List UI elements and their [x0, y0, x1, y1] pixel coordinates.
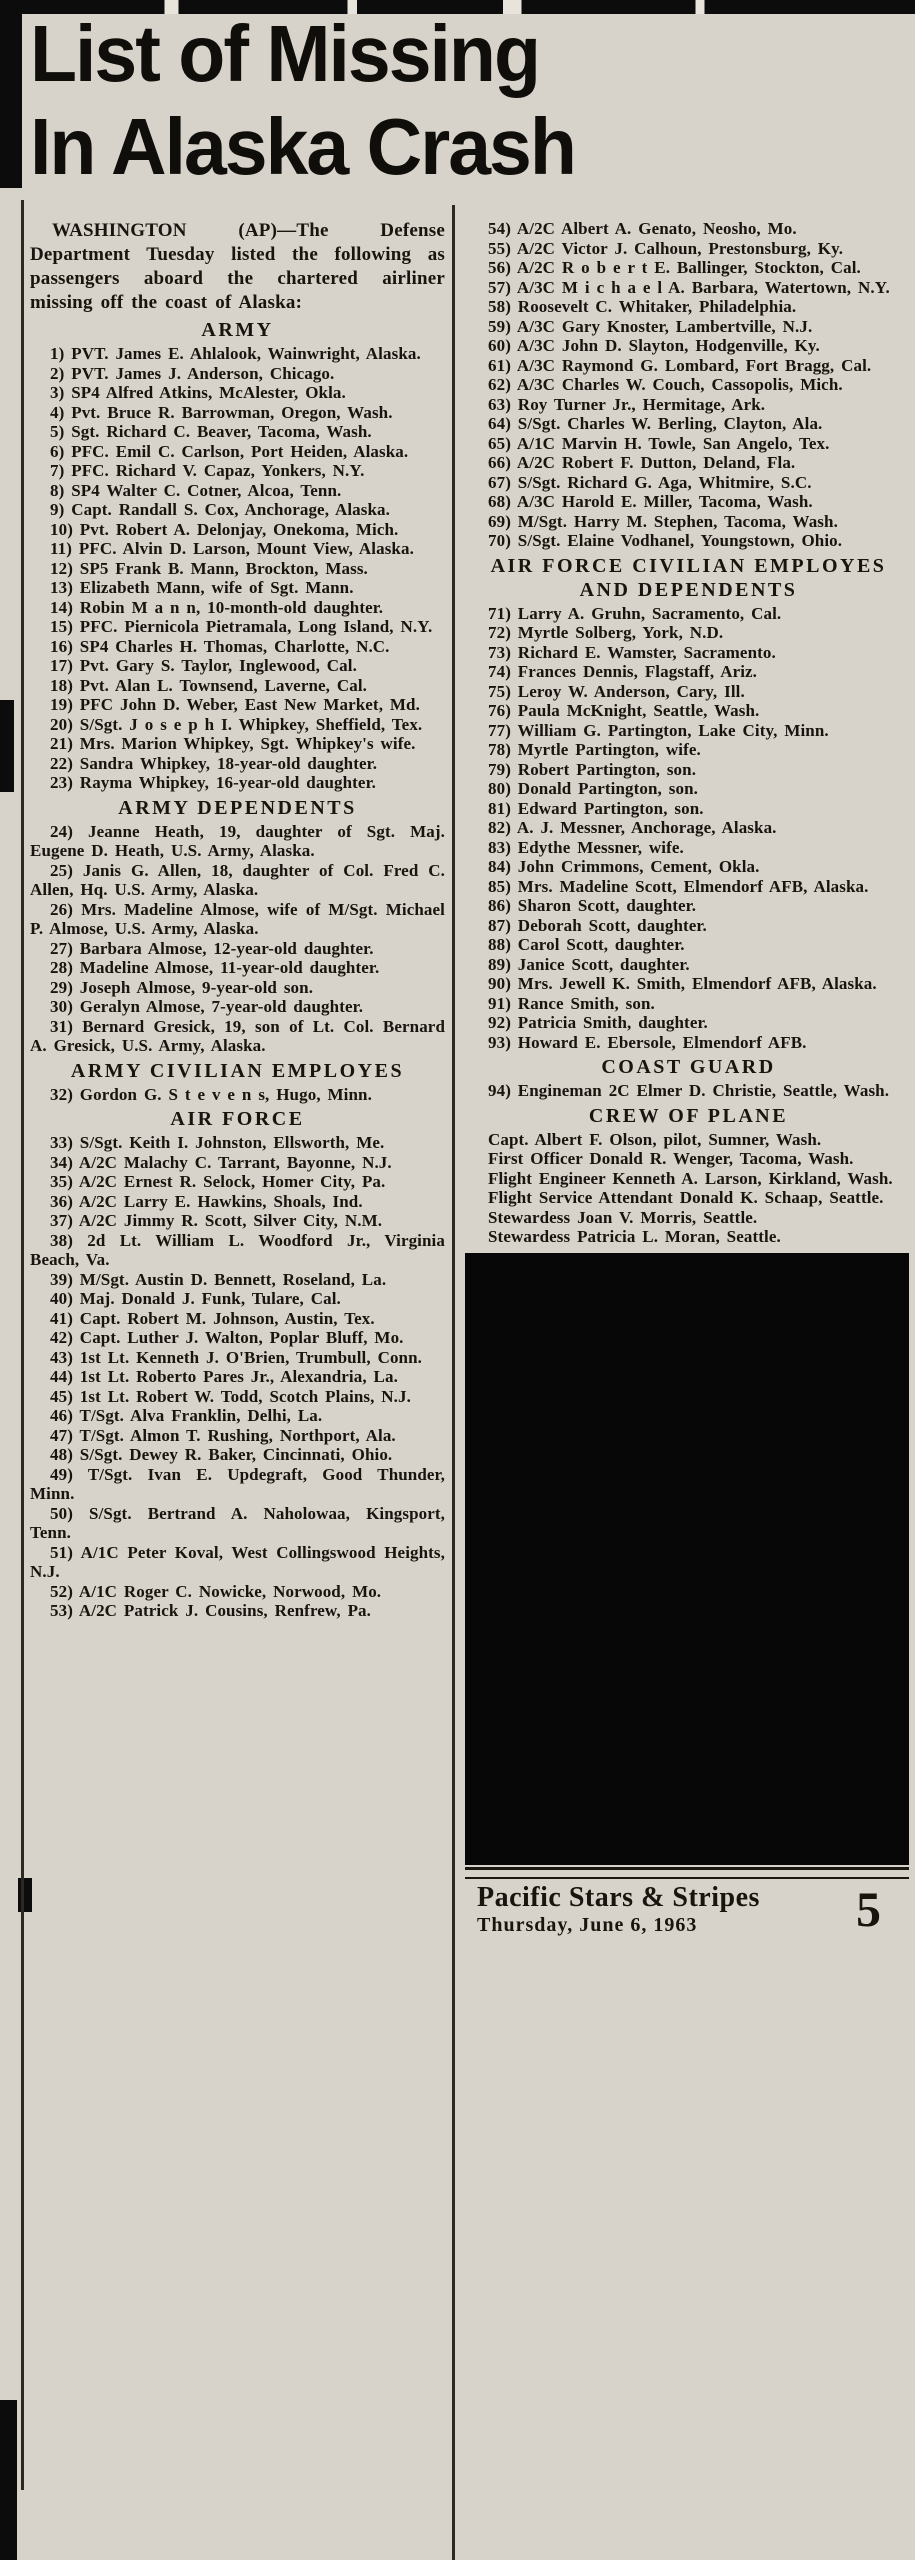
section-heading: ARMY	[201, 319, 274, 341]
list-entry: 92) Patricia Smith, daughter.	[488, 1013, 708, 1032]
list-entry: 85) Mrs. Madeline Scott, Elmendorf AFB, Alaska.	[488, 876, 869, 896]
list-entry: 49) T/Sgt. Ivan E. Updegraft, Good Thunder, Minn.	[30, 1464, 445, 1503]
list-entry: 60) A/3C John D. Slayton, Hodgenville, Ky.	[488, 336, 820, 355]
list-entry: 87) Deborah Scott, daughter.	[488, 915, 707, 935]
list-entry: 8) SP4 Walter C. Cotner, Alcoa, Tenn.	[50, 480, 342, 500]
list-entry: 57) A/3C M i c h a e l A. Barbara, Watertown, N.Y.	[488, 277, 890, 297]
list-entry: 36) A/2C Larry E. Hawkins, Shoals, Ind.	[50, 1191, 363, 1211]
list-entry: 61) A/3C Raymond G. Lombard, Fort Bragg, Cal.	[488, 355, 872, 375]
list-entry: 7) PFC. Richard V. Capaz, Yonkers, N.Y.	[50, 461, 365, 480]
list-entry: 20) S/Sgt. J o s e p h I. Whipkey, Sheffield, Tex.	[50, 714, 423, 734]
list-entry: Flight Service Attendant Donald K. Schaap, Seattle.	[488, 1188, 884, 1207]
right-column-list	[468, 219, 909, 1247]
list-entry: 91) Rance Smith, son.	[488, 993, 655, 1013]
list-entry: 74) Frances Dennis, Flagstaff, Ariz.	[488, 662, 758, 681]
blacked-out-region	[465, 1253, 909, 1865]
list-entry: 83) Edythe Messner, wife.	[488, 837, 684, 857]
list-entry: 71) Larry A. Gruhn, Sacramento, Cal.	[488, 603, 782, 623]
list-entry: 80) Donald Partington, son.	[488, 779, 698, 798]
footer-masthead	[477, 1883, 760, 1937]
list-entry: 38) 2d Lt. William L. Woodford Jr., Virginia Beach, Va.	[30, 1230, 445, 1269]
list-entry: 93) Howard E. Ebersole, Elmendorf AFB.	[488, 1032, 807, 1052]
list-entry: 56) A/2C R o b e r t E. Ballinger, Stockton, Cal.	[488, 258, 861, 277]
list-entry: 40) Maj. Donald J. Funk, Tulare, Cal.	[50, 1289, 341, 1308]
list-entry: 28) Madeline Almose, 11-year-old daughter.	[50, 958, 380, 977]
list-entry: 94) Engineman 2C Elmer D. Christie, Seattle, Wash.	[488, 1081, 890, 1100]
list-entry: 59) A/3C Gary Knoster, Lambertville, N.J.	[488, 316, 813, 336]
list-entry: 88) Carol Scott, daughter.	[488, 935, 685, 954]
left-column-list	[30, 318, 445, 1621]
list-entry: 58) Roosevelt C. Whitaker, Philadelphia.	[488, 297, 797, 316]
list-entry: 9) Capt. Randall S. Cox, Anchorage, Alaska.	[50, 500, 390, 519]
list-entry: 5) Sgt. Richard C. Beaver, Tacoma, Wash.	[50, 422, 372, 441]
list-entry: 25) Janis G. Allen, 18, daughter of Col. Fred C. Allen, Hq. U.S. Army, Alaska.	[30, 860, 445, 899]
list-entry: 81) Edward Partington, son.	[488, 798, 704, 818]
list-entry: 29) Joseph Almose, 9-year-old son.	[50, 977, 314, 997]
list-entry: 41) Capt. Robert M. Johnson, Austin, Tex.	[50, 1308, 375, 1328]
list-entry: 31) Bernard Gresick, 19, son of Lt. Col. Bernard A. Gresick, U.S. Army, Alaska.	[30, 1016, 445, 1055]
footer-paper-name: Pacific Stars & Stripes	[477, 1881, 760, 1913]
list-entry: 77) William G. Partington, Lake City, Minn.	[488, 720, 829, 740]
right-column	[452, 205, 909, 2560]
list-entry: 53) A/2C Patrick J. Cousins, Renfrew, Pa.	[50, 1601, 371, 1620]
left-column	[30, 205, 452, 2560]
list-entry: 1) PVT. James E. Ahlalook, Wainwright, Alaska.	[50, 344, 421, 363]
list-entry: 62) A/3C Charles W. Couch, Cassopolis, Mich.	[488, 375, 843, 394]
list-entry: 39) M/Sgt. Austin D. Bennett, Roseland, La.	[50, 1269, 387, 1289]
list-entry: 43) 1st Lt. Kenneth J. O'Brien, Trumbull, Conn.	[50, 1347, 423, 1367]
list-entry: 13) Elizabeth Mann, wife of Sgt. Mann.	[50, 578, 354, 597]
list-entry: 32) Gordon G. S t e v e n s, Hugo, Minn.	[50, 1084, 372, 1104]
list-entry: 42) Capt. Luther J. Walton, Poplar Bluff, Mo.	[50, 1328, 404, 1347]
list-entry: 26) Mrs. Madeline Almose, wife of M/Sgt. Michael P. Almose, U.S. Army, Alaska.	[30, 899, 445, 938]
list-entry: 47) T/Sgt. Almon T. Rushing, Northport, Ala.	[50, 1425, 396, 1445]
list-entry: 18) Pvt. Alan L. Townsend, Laverne, Cal.	[50, 675, 368, 695]
list-entry: 67) S/Sgt. Richard G. Aga, Whitmire, S.C.	[488, 472, 812, 492]
list-entry: 10) Pvt. Robert A. Delonjay, Onekoma, Mich.	[50, 519, 399, 539]
list-entry: 68) A/3C Harold E. Miller, Tacoma, Wash.	[488, 492, 813, 511]
list-entry: First Officer Donald R. Wenger, Tacoma, Wash.	[488, 1149, 854, 1168]
footer-page-number: 5	[856, 1880, 881, 1937]
list-entry: 79) Robert Partington, son.	[488, 759, 697, 779]
list-entry: 11) PFC. Alvin D. Larson, Mount View, Alaska.	[50, 539, 414, 558]
list-entry: 27) Barbara Almose, 12-year-old daughter.	[50, 938, 374, 958]
list-entry: 70) S/Sgt. Elaine Vodhanel, Youngstown, Ohio.	[488, 531, 843, 550]
list-entry: 12) SP5 Frank B. Mann, Brockton, Mass.	[50, 558, 368, 578]
list-entry: 21) Mrs. Marion Whipkey, Sgt. Whipkey's wife.	[50, 734, 416, 753]
section-heading: COAST GUARD	[601, 1056, 776, 1078]
section-heading: AIR FORCE CIVILIAN EMPLOYES AND DEPENDENTS	[490, 554, 887, 601]
list-entry: 22) Sandra Whipkey, 18-year-old daughter.	[50, 753, 378, 773]
list-entry: 16) SP4 Charles H. Thomas, Charlotte, N.C.	[50, 636, 390, 656]
section-heading: ARMY CIVILIAN EMPLOYES	[70, 1059, 405, 1082]
column-top-spacer	[468, 205, 909, 219]
list-entry: 54) A/2C Albert A. Genato, Neosho, Mo.	[488, 219, 797, 238]
footer-date: Thursday, June 6, 1963	[477, 1913, 698, 1936]
list-entry: 34) A/2C Malachy C. Tarrant, Bayonne, N.J.	[50, 1152, 392, 1172]
list-entry: 63) Roy Turner Jr., Hermitage, Ark.	[488, 394, 766, 414]
list-entry: 15) PFC. Piernicola Pietramala, Long Island, N.Y.	[50, 617, 433, 636]
list-entry: 6) PFC. Emil C. Carlson, Port Heiden, Alaska.	[50, 441, 409, 461]
list-entry: 35) A/2C Ernest R. Selock, Homer City, Pa.	[50, 1172, 386, 1191]
list-entry: Flight Engineer Kenneth A. Larson, Kirkland, Wash.	[488, 1168, 893, 1188]
list-entry: Stewardess Joan V. Morris, Seattle.	[488, 1207, 758, 1227]
list-entry: 44) 1st Lt. Roberto Pares Jr., Alexandria, La.	[50, 1367, 398, 1386]
list-entry: 23) Rayma Whipkey, 16-year-old daughter.	[50, 773, 377, 792]
list-entry: 65) A/1C Marvin H. Towle, San Angelo, Tex.	[488, 433, 830, 453]
list-entry: 19) PFC John D. Weber, East New Market, Md.	[50, 695, 420, 714]
list-entry: 14) Robin M a n n, 10-month-old daughter.	[50, 597, 384, 617]
list-entry: 76) Paula McKnight, Seattle, Wash.	[488, 701, 760, 720]
list-entry: 30) Geralyn Almose, 7-year-old daughter.	[50, 997, 364, 1016]
list-entry: 55) A/2C Victor J. Calhoun, Prestonsburg, Ky.	[488, 238, 844, 258]
list-entry: Stewardess Patricia L. Moran, Seattle.	[488, 1227, 781, 1246]
headline-line-1: List of Missing	[30, 9, 539, 99]
list-entry: 89) Janice Scott, daughter.	[488, 954, 690, 974]
list-entry: 50) S/Sgt. Bertrand A. Naholowaa, Kingsport, Tenn.	[30, 1503, 445, 1542]
list-entry: 37) A/2C Jimmy R. Scott, Silver City, N.M.	[50, 1211, 383, 1230]
list-entry: 69) M/Sgt. Harry M. Stephen, Tacoma, Wash.	[488, 511, 838, 531]
list-entry: 73) Richard E. Wamster, Sacramento.	[488, 642, 776, 662]
list-entry: 66) A/2C Robert F. Dutton, Deland, Fla.	[488, 453, 796, 472]
intro-paragraph: WASHINGTON (AP)—The Defense Department Tuesday listed the following as passengers aboard the chartered airliner missing off the coast of Alaska:	[30, 220, 445, 313]
list-entry: 78) Myrtle Partington, wife.	[488, 740, 701, 759]
list-entry: 17) Pvt. Gary S. Taylor, Inglewood, Cal.	[50, 656, 357, 675]
article-body	[30, 205, 909, 2560]
list-entry: 72) Myrtle Solberg, York, N.D.	[488, 623, 724, 642]
list-entry: 3) SP4 Alfred Atkins, McAlester, Okla.	[50, 383, 346, 402]
list-entry: 2) PVT. James J. Anderson, Chicago.	[50, 363, 335, 383]
list-entry: 52) A/1C Roger C. Nowicke, Norwood, Mo.	[50, 1581, 382, 1601]
list-entry: 24) Jeanne Heath, 19, daughter of Sgt. Maj. Eugene D. Heath, U.S. Army, Alaska.	[30, 821, 445, 860]
list-entry: 75) Leroy W. Anderson, Cary, Ill.	[488, 681, 745, 701]
footer-divider-rule	[465, 1867, 909, 1879]
headline-line-2: In Alaska Crash	[30, 102, 575, 192]
list-entry: 90) Mrs. Jewell K. Smith, Elmendorf AFB, Alaska.	[488, 974, 877, 993]
list-entry: 4) Pvt. Bruce R. Barrowman, Oregon, Wash.	[50, 402, 393, 422]
page-footer	[465, 1867, 909, 1937]
list-entry: 33) S/Sgt. Keith I. Johnston, Ellsworth, Me.	[50, 1133, 385, 1152]
list-entry: 84) John Crimmons, Cement, Okla.	[488, 857, 760, 876]
list-entry: 82) A. J. Messner, Anchorage, Alaska.	[488, 818, 777, 837]
left-edge-ink-blot	[0, 700, 14, 792]
list-entry: Capt. Albert F. Olson, pilot, Sumner, Wash.	[488, 1129, 822, 1149]
section-heading: CREW OF PLANE	[588, 1104, 789, 1127]
list-entry: 48) S/Sgt. Dewey R. Baker, Cincinnati, Ohio.	[50, 1445, 393, 1464]
left-border-rule	[21, 200, 24, 2490]
left-edge-ink-blot	[0, 2400, 17, 2560]
list-entry: 64) S/Sgt. Charles W. Berling, Clayton, Ala.	[488, 414, 823, 433]
section-heading: ARMY DEPENDENTS	[118, 796, 357, 819]
list-entry: 45) 1st Lt. Robert W. Todd, Scotch Plains, N.J.	[50, 1386, 411, 1406]
section-heading: AIR FORCE	[170, 1108, 305, 1130]
list-entry: 46) T/Sgt. Alva Franklin, Delhi, La.	[50, 1406, 323, 1425]
headline	[30, 8, 890, 194]
left-edge-scan-artifact	[0, 0, 22, 188]
list-entry: 86) Sharon Scott, daughter.	[488, 896, 697, 915]
list-entry: 51) A/1C Peter Koval, West Collingswood Heights, N.J.	[30, 1542, 445, 1581]
